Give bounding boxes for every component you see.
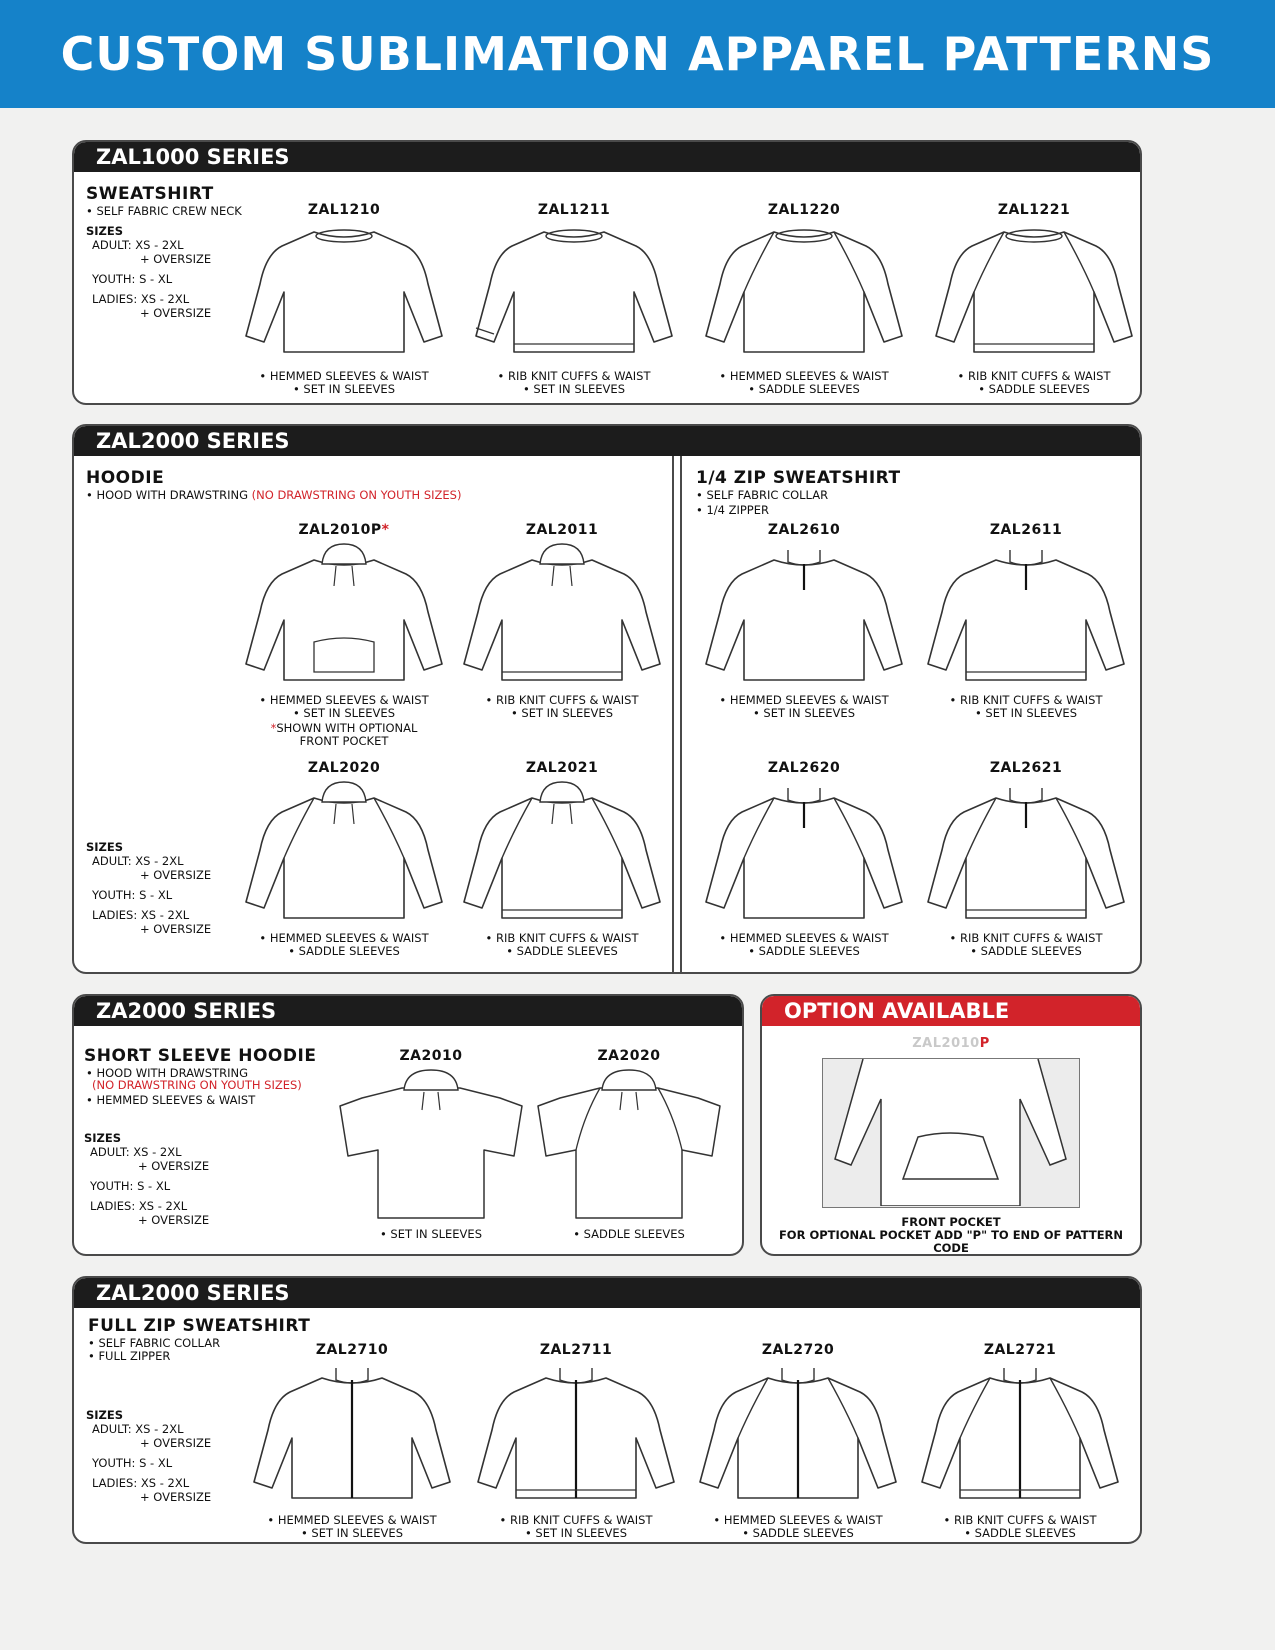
feature-line-2: • SADDLE SLEEVES [964, 1526, 1076, 1540]
feature-line-1: • HEMMED SLEEVES & WAIST [259, 693, 429, 707]
sizes-adult-extra: + OVERSIZE [138, 1159, 210, 1173]
sizes-ladies-extra: + OVERSIZE [140, 922, 212, 936]
hoodie-drawing [462, 542, 662, 692]
sweatshirt-drawing [704, 224, 904, 364]
sweatshirt-drawing [934, 224, 1134, 364]
za2000-bullet-2: • HEMMED SLEEVES & WAIST [86, 1093, 256, 1107]
feature-line-2: • SET IN SLEEVES [752, 706, 855, 720]
hoodie-drawing [244, 542, 444, 692]
feature-line-1: • HEMMED SLEEVES & WAIST [719, 931, 889, 945]
zal2000-panel [72, 424, 1142, 974]
option-code-suffix: P [979, 1036, 990, 1051]
sweatshirt-drawing [244, 224, 444, 364]
pattern-code: ZAL2620 [767, 760, 841, 776]
pocket-note: FOR OPTIONAL POCKET ADD "P" TO END OF PATTERN CODE [778, 1228, 1124, 1255]
hoodie-drawing [244, 780, 444, 930]
garment-card [694, 522, 914, 720]
feature-line-1: • RIB KNIT CUFFS & WAIST [485, 931, 639, 945]
sizes-block [84, 1131, 234, 1227]
feature-line-1: • RIB KNIT CUFFS & WAIST [957, 369, 1111, 383]
feature-line-2: • SET IN SLEEVES [292, 382, 395, 396]
sizes-block [86, 1408, 236, 1504]
hoodie-bullet [86, 488, 666, 503]
feature-line-1: • SADDLE SLEEVES [573, 1227, 685, 1241]
za2000-panel [72, 994, 744, 1256]
garment-card [452, 522, 672, 720]
feature-line-1: • RIB KNIT CUFFS & WAIST [949, 931, 1103, 945]
sizes-ladies: LADIES: XS - 2XL [92, 1476, 190, 1490]
pattern-code: ZAL2621 [989, 760, 1063, 776]
asterisk-mark: * [381, 522, 390, 538]
feature-line-1: • RIB KNIT CUFFS & WAIST [943, 1513, 1097, 1527]
quarter-zip-drawing [926, 780, 1126, 930]
feature-line-2: • SET IN SLEEVES [524, 1526, 627, 1540]
full-zip-drawing [476, 1360, 676, 1510]
feature-line-2: • SADDLE SLEEVES [978, 382, 1090, 396]
sizes-adult-extra: + OVERSIZE [140, 252, 212, 266]
quarter-zip-drawing [926, 542, 1126, 692]
pocket-detail-image [822, 1058, 1080, 1208]
pattern-code: ZAL2020 [307, 760, 381, 776]
full-zip-panel [72, 1276, 1142, 1544]
za2000-bullet-1: • HOOD WITH DRAWSTRING [86, 1066, 248, 1080]
zal2000-bar: ZAL2000 SERIES [74, 426, 1140, 456]
garment-card [234, 760, 454, 958]
feature-line-1: • HEMMED SLEEVES & WAIST [267, 1513, 437, 1527]
garment-card [688, 1342, 908, 1540]
feature-line-1: • HEMMED SLEEVES & WAIST [259, 931, 429, 945]
feature-line-2: • SADDLE SLEEVES [506, 944, 618, 958]
feature-line-1: • RIB KNIT CUFFS & WAIST [499, 1513, 653, 1527]
full-zip-drawing [698, 1360, 898, 1510]
option-panel [760, 994, 1142, 1256]
sizes-ladies: LADIES: XS - 2XL [90, 1199, 188, 1213]
sizes-label: SIZES [86, 224, 124, 238]
sweatshirt-drawing [474, 224, 674, 364]
sizes-block [86, 224, 236, 320]
za2000-bar: ZA2000 SERIES [74, 996, 742, 1026]
column-divider [680, 456, 682, 974]
quarter-zip-drawing [704, 780, 904, 930]
option-code-base: ZAL2010 [912, 1036, 980, 1051]
pattern-code: ZAL2720 [761, 1342, 835, 1358]
feature-line-2: • SET IN SLEEVES [522, 382, 625, 396]
pattern-code: ZAL2710 [315, 1342, 389, 1358]
feature-line-1: • HEMMED SLEEVES & WAIST [719, 369, 889, 383]
note-line-1: SHOWN WITH OPTIONAL [276, 721, 418, 735]
sizes-youth: YOUTH: S - XL [92, 1456, 173, 1470]
garment-card [910, 1342, 1130, 1540]
sizes-label: SIZES [86, 1408, 124, 1422]
pattern-code: ZAL2021 [525, 760, 599, 776]
garment-card [534, 1048, 724, 1241]
garment-card [694, 202, 914, 396]
sizes-ladies: LADIES: XS - 2XL [92, 292, 190, 306]
feature-line-2: • SET IN SLEEVES [510, 706, 613, 720]
sizes-ladies: LADIES: XS - 2XL [92, 908, 190, 922]
short-sleeve-hoodie-drawing [338, 1066, 524, 1226]
garment-card [916, 522, 1136, 720]
option-bar: OPTION AVAILABLE [762, 996, 1140, 1026]
feature-line-2: • SET IN SLEEVES [300, 1526, 403, 1540]
note-line-2: FRONT POCKET [299, 734, 389, 748]
note-asterisk: * [270, 721, 277, 735]
sizes-label: SIZES [84, 1131, 122, 1145]
feature-line-1: • RIB KNIT CUFFS & WAIST [497, 369, 651, 383]
zal1000-panel [72, 140, 1142, 405]
page-header [0, 0, 1275, 108]
feature-line-1: • HEMMED SLEEVES & WAIST [719, 693, 889, 707]
sizes-block [86, 840, 236, 936]
feature-line-1: • HEMMED SLEEVES & WAIST [259, 369, 429, 383]
pattern-code: ZAL2610 [767, 522, 841, 538]
za2000-bullet-note: (NO DRAWSTRING ON YOUTH SIZES) [92, 1078, 302, 1092]
full-zip-bullet-2: • FULL ZIPPER [88, 1349, 171, 1363]
pattern-code: ZAL2711 [539, 1342, 613, 1358]
pattern-code: ZAL1221 [997, 202, 1071, 218]
feature-line-1: • RIB KNIT CUFFS & WAIST [485, 693, 639, 707]
option-code [762, 1036, 1140, 1051]
garment-card [452, 760, 672, 958]
feature-line-2: • SET IN SLEEVES [292, 706, 395, 720]
quarter-zip-drawing [704, 542, 904, 692]
quarter-zip-title: 1/4 ZIP SWEATSHIRT [696, 468, 901, 488]
feature-line-2: • SADDLE SLEEVES [970, 944, 1082, 958]
full-zip-drawing [252, 1360, 452, 1510]
full-zip-bullet-1: • SELF FABRIC COLLAR [88, 1336, 221, 1350]
feature-line-2: • SADDLE SLEEVES [742, 1526, 854, 1540]
pattern-code: ZAL1210 [307, 202, 381, 218]
short-sleeve-hoodie-title: SHORT SLEEVE HOODIE [84, 1046, 317, 1066]
garment-card [336, 1048, 526, 1241]
pocket-caption: FRONT POCKET [901, 1215, 1001, 1229]
garment-card [464, 202, 684, 396]
quarter-zip-bullet-1: • SELF FABRIC COLLAR [696, 488, 829, 502]
garment-card [466, 1342, 686, 1540]
pattern-code: ZAL1211 [537, 202, 611, 218]
feature-line-2: • SADDLE SLEEVES [288, 944, 400, 958]
sizes-ladies-extra: + OVERSIZE [138, 1213, 210, 1227]
zal1000-bar: ZAL1000 SERIES [74, 142, 1140, 172]
sizes-adult: ADULT: XS - 2XL [90, 1145, 182, 1159]
sweatshirt-title: SWEATSHIRT [86, 184, 214, 204]
short-sleeve-hoodie-drawing [536, 1066, 722, 1226]
sizes-label: SIZES [86, 840, 124, 854]
hoodie-drawing [462, 780, 662, 930]
pattern-code: ZAL2611 [989, 522, 1063, 538]
sizes-adult-extra: + OVERSIZE [140, 868, 212, 882]
sizes-ladies-extra: + OVERSIZE [140, 1490, 212, 1504]
hoodie-title: HOODIE [86, 468, 165, 488]
sizes-adult: ADULT: XS - 2XL [92, 238, 184, 252]
sizes-youth: YOUTH: S - XL [90, 1179, 171, 1193]
sizes-ladies-extra: + OVERSIZE [140, 306, 212, 320]
sizes-youth: YOUTH: S - XL [92, 272, 173, 286]
feature-line-1: • HEMMED SLEEVES & WAIST [713, 1513, 883, 1527]
pattern-code: ZAL1220 [767, 202, 841, 218]
full-zip-drawing [920, 1360, 1120, 1510]
page-title: CUSTOM SUBLIMATION APPAREL PATTERNS [60, 27, 1215, 81]
za2000-bullets [86, 1066, 326, 1108]
feature-line-1: • RIB KNIT CUFFS & WAIST [949, 693, 1103, 707]
pattern-code: ZAL2721 [983, 1342, 1057, 1358]
garment-card [924, 202, 1142, 396]
pattern-code: ZAL2011 [525, 522, 599, 538]
pattern-code [234, 522, 454, 538]
feature-line-2: • SADDLE SLEEVES [748, 382, 860, 396]
garment-card [242, 1342, 462, 1540]
sizes-adult: ADULT: XS - 2XL [92, 1422, 184, 1436]
sweatshirt-bullet: • SELF FABRIC CREW NECK [86, 204, 242, 218]
sizes-adult: ADULT: XS - 2XL [92, 854, 184, 868]
garment-card [694, 760, 914, 958]
garment-card [916, 760, 1136, 958]
sizes-adult-extra: + OVERSIZE [140, 1436, 212, 1450]
feature-line-2: • SET IN SLEEVES [974, 706, 1077, 720]
column-divider [672, 456, 674, 974]
full-zip-title: FULL ZIP SWEATSHIRT [88, 1316, 311, 1336]
full-zip-bar: ZAL2000 SERIES [74, 1278, 1140, 1308]
hoodie-bullet-note: (NO DRAWSTRING ON YOUTH SIZES) [251, 488, 462, 502]
garment-card [234, 202, 454, 396]
pattern-code: ZA2020 [597, 1048, 661, 1064]
quarter-zip-bullet-2: • 1/4 ZIPPER [696, 503, 769, 517]
sizes-youth: YOUTH: S - XL [92, 888, 173, 902]
garment-card [234, 522, 454, 748]
pattern-code-text: ZAL2010P [298, 522, 382, 538]
feature-line-2: • SADDLE SLEEVES [748, 944, 860, 958]
feature-line-1: • SET IN SLEEVES [379, 1227, 482, 1241]
hoodie-bullet-text: • HOOD WITH DRAWSTRING [86, 488, 248, 502]
pattern-code: ZA2010 [399, 1048, 463, 1064]
